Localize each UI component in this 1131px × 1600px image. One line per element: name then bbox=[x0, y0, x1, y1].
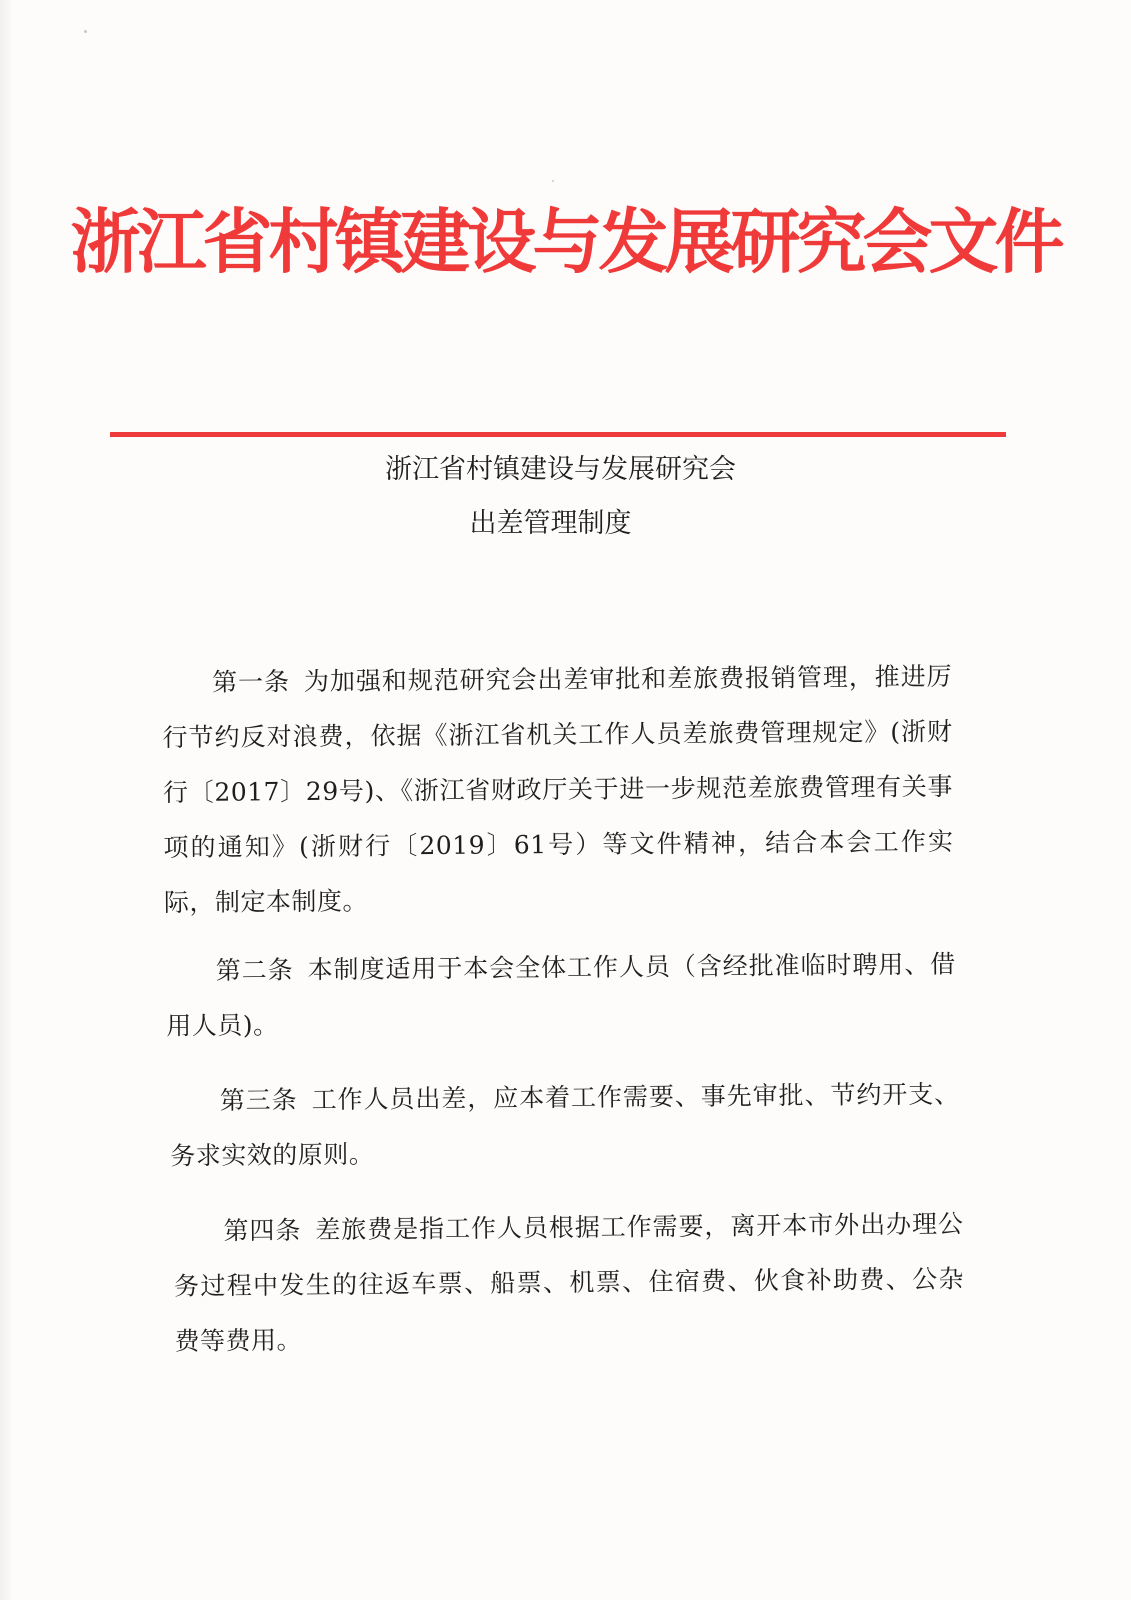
article-3-text: 工作人员出差，应本着工作需要、事先审批、节约开支、务求实效的原则。 bbox=[170, 1079, 960, 1171]
scan-speck bbox=[84, 30, 87, 33]
red-header-rule bbox=[110, 432, 1006, 437]
article-1-text: 为加强和规范研究会出差审批和差旅费报销管理，推进厉行节约反对浪费，依据《浙江省机关工作人员差旅费管理规定》(浙财行〔2017〕29号)、《浙江省财政厅关于进一步规范差旅费管理有关事项的通知》(浙财行〔2019〕61号）等文件精神，结合本会工作实际，制定本制度。 bbox=[162, 661, 954, 918]
article-3-label: 第三条 bbox=[219, 1085, 298, 1116]
red-header-title: 浙江省村镇建设与发展研究会文件 bbox=[70, 201, 1061, 283]
article-3 bbox=[170, 1067, 961, 1184]
article-2-label: 第二条 bbox=[215, 955, 294, 986]
article-2-text: 本制度适用于本会全体工作人员（含经批准临时聘用、借用人员)。 bbox=[166, 949, 956, 1041]
article-1 bbox=[162, 649, 954, 930]
article-4-text: 差旅费是指工作人员根据工作需要，离开本市外出办理公务过程中发生的往返车票、船票、机票、住宿费、伙食补助费、公杂费等费用。 bbox=[173, 1209, 965, 1356]
document-title-line-2: 出差管理制度 bbox=[469, 508, 632, 539]
article-4-label: 第四条 bbox=[223, 1215, 302, 1246]
scan-speck bbox=[552, 180, 554, 182]
article-1-label: 第一条 bbox=[212, 667, 291, 697]
document-title-line-1: 浙江省村镇建设与发展研究会 bbox=[385, 454, 736, 485]
article-4 bbox=[173, 1196, 965, 1369]
scan-edge-shadow bbox=[0, 0, 14, 1600]
article-2 bbox=[166, 937, 957, 1054]
